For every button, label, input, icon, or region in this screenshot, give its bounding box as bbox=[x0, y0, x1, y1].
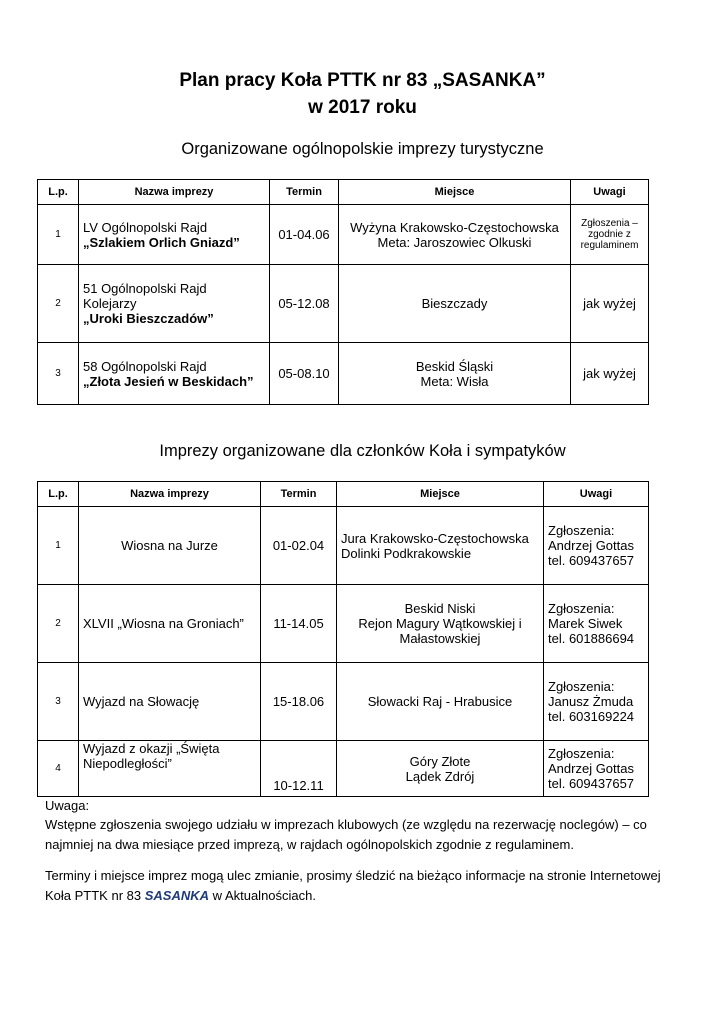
column-header-date: Termin bbox=[261, 482, 337, 507]
document-title: Plan pracy Koła PTTK nr 83 „SASANKA” bbox=[179, 70, 546, 91]
table-row bbox=[38, 343, 649, 405]
event-name-line: LV Ogólnopolski Rajd bbox=[83, 219, 208, 235]
row-lp: 3 bbox=[38, 343, 79, 405]
table-row bbox=[38, 507, 649, 585]
notes-line: tel. 609437657 bbox=[548, 776, 635, 791]
table-row bbox=[38, 663, 649, 741]
table-row bbox=[38, 741, 649, 797]
notes-paragraph-1: Wstępne zgłoszenia swojego udziału w imprezach klubowych (ze względu na rezerwację noclegów) – co najmniej na dwa miesiące przed imprezą, w rajdach ogólnopolskich zgodnie z regulaminem. bbox=[45, 817, 647, 852]
row-place bbox=[337, 663, 544, 741]
notes-line: tel. 609437657 bbox=[548, 553, 635, 568]
notes-line: Zgłoszenia: bbox=[548, 746, 615, 761]
section2-heading: Imprezy organizowane dla członków Koła i sympatyków bbox=[159, 442, 566, 460]
notes-line: Andrzej Gottas bbox=[548, 761, 634, 776]
column-header-lp: L.p. bbox=[38, 482, 79, 507]
notes-line: tel. 603169224 bbox=[548, 709, 635, 724]
place-line: Beskid Śląski bbox=[415, 358, 494, 374]
row-notes: Zgłoszenia – zgodnie z regulaminem bbox=[571, 205, 649, 265]
row-notes bbox=[544, 741, 649, 797]
column-header-notes: Uwagi bbox=[571, 180, 649, 205]
section1-heading: Organizowane ogólnopolskie imprezy turystyczne bbox=[181, 140, 544, 158]
place-line: Meta: Wisła bbox=[420, 373, 489, 389]
row-date: 11-14.05 bbox=[261, 585, 337, 663]
place-line: Beskid Niski bbox=[404, 601, 476, 616]
notes-line: Marek Siwek bbox=[548, 616, 623, 631]
row-lp: 2 bbox=[38, 585, 79, 663]
row-notes bbox=[544, 507, 649, 585]
notes-label: Uwaga: bbox=[45, 798, 90, 813]
event-name-line: Niepodległości” bbox=[83, 756, 172, 771]
section2-table bbox=[37, 481, 649, 797]
row-notes bbox=[544, 663, 649, 741]
place-line: Wyżyna Krakowsko-Częstochowska bbox=[350, 219, 559, 235]
row-place bbox=[337, 507, 544, 585]
row-date: 10-12.11 bbox=[261, 741, 337, 797]
row-place bbox=[339, 265, 571, 343]
row-date: 05-08.10 bbox=[270, 343, 339, 405]
row-place bbox=[337, 741, 544, 797]
column-header-place: Miejsce bbox=[337, 482, 544, 507]
row-lp: 1 bbox=[38, 205, 79, 265]
notes-line: Janusz Żmuda bbox=[548, 694, 634, 709]
place-line: Lądek Zdrój bbox=[405, 768, 475, 784]
place-line: Słowacki Raj - Hrabusice bbox=[367, 694, 513, 709]
event-name-line: Wyjazd z okazji „Święta bbox=[83, 741, 220, 756]
section1-table bbox=[37, 179, 649, 405]
row-date: 01-02.04 bbox=[261, 507, 337, 585]
row-place bbox=[337, 585, 544, 663]
row-date: 05-12.08 bbox=[270, 265, 339, 343]
row-name bbox=[79, 343, 270, 405]
table-header-row bbox=[38, 180, 649, 205]
place-line: Jura Krakowsko-Częstochowska bbox=[341, 530, 529, 546]
row-place bbox=[339, 205, 571, 265]
row-notes: jak wyżej bbox=[571, 265, 649, 343]
event-name-bold: „Złota Jesień w Beskidach” bbox=[83, 373, 254, 389]
notes-line: Zgłoszenia: bbox=[548, 679, 615, 694]
event-name-line: 51 Ogólnopolski Rajd bbox=[83, 281, 207, 296]
brand-name: SASANKA bbox=[144, 888, 210, 903]
row-name: XLVII „Wiosna na Groniach” bbox=[79, 585, 261, 663]
place-line: Małastowskiej bbox=[399, 631, 481, 646]
row-notes bbox=[544, 585, 649, 663]
column-header-name: Nazwa imprezy bbox=[79, 482, 261, 507]
place-line: Rejon Magury Wątkowskiej i bbox=[358, 616, 522, 631]
event-name-line: Kolejarzy bbox=[83, 296, 137, 311]
row-lp: 3 bbox=[38, 663, 79, 741]
column-header-date: Termin bbox=[270, 180, 339, 205]
row-lp: 2 bbox=[38, 265, 79, 343]
place-line: Góry Złote bbox=[409, 753, 471, 769]
row-name: Wyjazd na Słowację bbox=[79, 663, 261, 741]
row-lp: 1 bbox=[38, 507, 79, 585]
event-name-line: 58 Ogólnopolski Rajd bbox=[83, 358, 207, 374]
row-name bbox=[79, 265, 270, 343]
row-date: 01-04.06 bbox=[270, 205, 339, 265]
place-line: Dolinki Podkrakowskie bbox=[341, 545, 472, 561]
column-header-place: Miejsce bbox=[339, 180, 571, 205]
row-lp: 4 bbox=[38, 741, 79, 797]
notes-paragraph-2-end: w Aktualnościach. bbox=[212, 888, 316, 903]
event-name-bold: „Uroki Bieszczadów” bbox=[83, 311, 214, 326]
document-subtitle-year: w 2017 roku bbox=[308, 97, 417, 118]
row-notes: jak wyżej bbox=[571, 343, 649, 405]
notes-line: Andrzej Gottas bbox=[548, 538, 634, 553]
notes-line: Zgłoszenia: bbox=[548, 523, 615, 538]
place-line: Bieszczady bbox=[421, 296, 488, 311]
row-place bbox=[339, 343, 571, 405]
event-name-bold: „Szlakiem Orlich Gniazd” bbox=[83, 234, 240, 250]
column-header-notes: Uwagi bbox=[544, 482, 649, 507]
notes-line: tel. 601886694 bbox=[548, 631, 635, 646]
row-date: 15-18.06 bbox=[261, 663, 337, 741]
notes-paragraph-2-text: Terminy i miejsce imprez mogą ulec zmianie, prosimy śledzić na bieżąco informacje na stronie Internetowej Koła PTTK nr 83 bbox=[45, 868, 661, 903]
column-header-name: Nazwa imprezy bbox=[79, 180, 270, 205]
table-header-row bbox=[38, 482, 649, 507]
row-name bbox=[79, 741, 261, 797]
table-row bbox=[38, 265, 649, 343]
notes-line: Zgłoszenia: bbox=[548, 601, 615, 616]
column-header-lp: L.p. bbox=[38, 180, 79, 205]
table-row bbox=[38, 585, 649, 663]
row-name bbox=[79, 205, 270, 265]
place-line: Meta: Jaroszowiec Olkuski bbox=[377, 234, 532, 250]
row-name: Wiosna na Jurze bbox=[79, 507, 261, 585]
table-row bbox=[38, 205, 649, 265]
notes-paragraph-2 bbox=[45, 866, 687, 906]
